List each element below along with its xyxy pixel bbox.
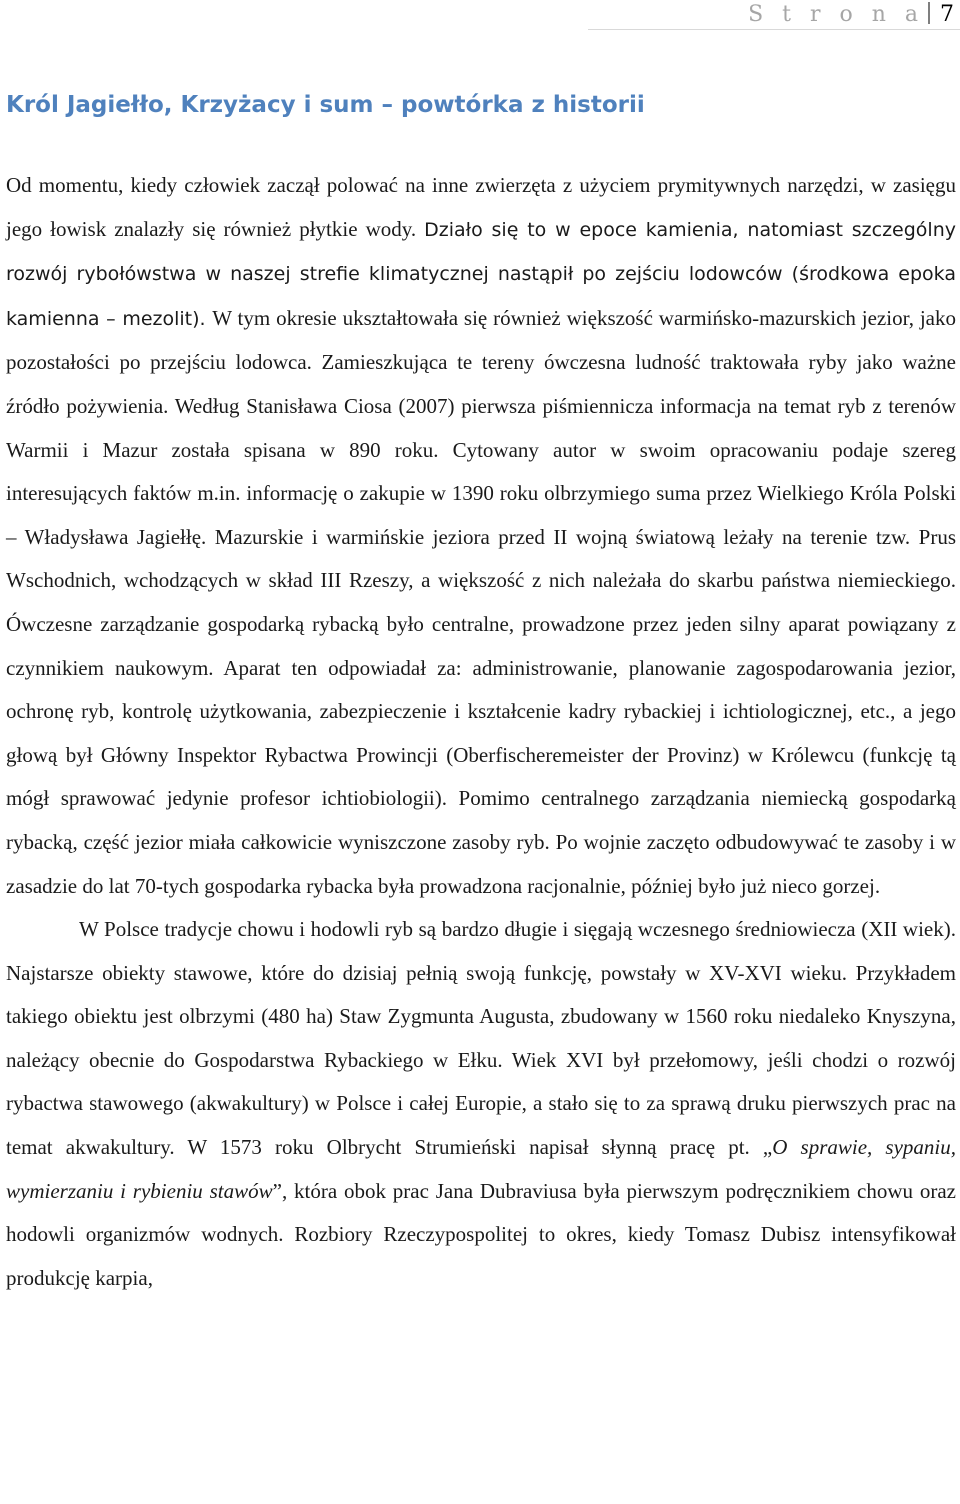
paragraph-1-part-1: Od momentu, kiedy człowiek zaczął polować na inne zwierzęta z użyciem prymitywnych narzędzi, w zasięgu jego łowisk znalazły się również płytkie wody. (6, 173, 956, 241)
page-label: S t r o n a (748, 2, 924, 27)
paragraph-1-part-3: W tym okresie ukształtowała się również większość warmińsko-mazurskich jezior, jako pozostałości po przejściu lodowca. Zamieszkująca te tereny ówczesna ludność traktowała ryby jako ważne źródło pożywienia. (6, 305, 957, 418)
page-number: 7 (940, 2, 954, 27)
paragraph-1-part-2: Działo się to w epoce kamienia, natomiast szczególny rozwój rybołówstwa w naszej strefie klimatycznej nastąpił po zejściu lodowców (środkowa epoka kamienna – mezolit). (6, 218, 956, 330)
section-title: Król Jagiełło, Krzyżacy i sum – powtórka z historii (6, 92, 645, 118)
page-header (0, 0, 960, 28)
header-rule (588, 29, 960, 30)
book-title: O sprawie, sypaniu, wymierzaniu i rybieniu stawów (6, 1135, 956, 1203)
paragraph-2 (6, 908, 956, 1300)
paragraph-1-part-4: Według Stanisława Ciosa (2007) pierwsza piśmiennicza informacja na temat ryb z terenów Warmii i Mazur została spisana w 890 roku. Cytowany autor w swoim opracowaniu podaje szereg interesujących faktów m.in. informację o zakupie w 1390 roku olbrzymiego suma przez Wielkiego Króla Polski – Władysława Jagiełłę. Mazurskie i warmińskie jeziora przed II wojną światową leżały na terenie tzw. Prus Wschodnich, wchodzących w skład III Rzeszy, a większość z nich należała do skarbu państwa niemieckiego. Ówczesne zarządzanie gospodarką rybacką było centralne, prowadzone przez jeden silny aparat powiązany z czynnikiem naukowym. Aparat ten odpowiadał za: administrowanie, planowanie zagospodarowania jezior, ochronę ryb, kontrolę użytkowania, zabezpieczenie i kształcenie kadry rybackiej i ichtiologicznej, etc., a jego głową był Główny Inspektor Rybactwa Prowincji (Oberfischeremeister der Provinz) w Królewcu (funkcję tą mógł sprawować jedynie profesor ichtiobiologii). Pomimo centralnego zarządzania niemiecką gospodarką rybacką, część jezior miała całkowicie wyniszczone zasoby ryb. Po wojnie zaczęto odbudowywać te zasoby i w zasadzie do lat 70-tych gospodarka rybacka była prowadzona racjonalnie, później było już nieco gorzej. (6, 393, 956, 898)
paragraph-1 (6, 164, 956, 908)
header-separator (928, 2, 930, 24)
paragraph-2-part-2: ”, która obok prac Jana Dubraviusa była pierwszym podręcznikiem chowu oraz hodowli organizmów wodnych. Rozbiory Rzeczypospolitej to okres, kiedy Tomasz Dubisz intensyfikował produkcję karpia, (6, 1178, 956, 1290)
paragraph-2-part-1: W Polsce tradycje chowu i hodowli ryb są bardzo długie i sięgają wczesnego średniowiecza (XII wiek). Najstarsze obiekty stawowe, które do dzisiaj pełnią swoją funkcję, powstały w XV-XVI wieku. Przykładem takiego obiektu jest olbrzymi (480 ha) Staw Zygmunta Augusta, zbudowany w 1560 roku niedaleko Knyszyna, należący obecnie do Gospodarstwa Rybackiego w Ełku. Wiek XVI był przełomowy, jeśli chodzi o rozwój rybactwa stawowego (akwakultury) w Polsce i całej Europie, a stało się to za sprawą druku pierwszych prac na temat akwakultury. W 1573 roku Olbrycht Strumieński napisał słynną pracę pt. „ (6, 917, 956, 1160)
body-text (6, 164, 956, 1300)
